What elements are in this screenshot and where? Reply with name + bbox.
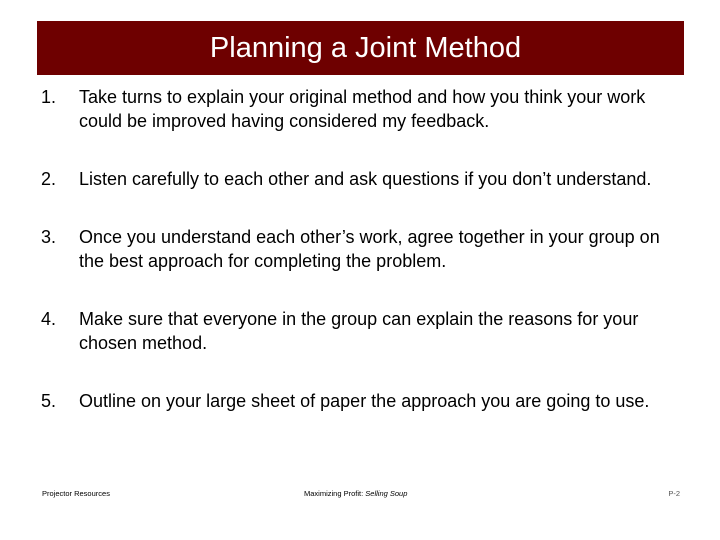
step-number: 4.: [41, 309, 57, 329]
list-item: [41, 225, 681, 273]
page-number: P-2: [668, 489, 680, 498]
step-number: 3.: [41, 227, 57, 247]
step-text: Take turns to explain your original method and how you think your work could be improved having considered my feedback.: [79, 87, 646, 131]
step-number: 1.: [41, 87, 57, 107]
step-text: Make sure that everyone in the group can explain the reasons for your chosen method.: [79, 309, 639, 353]
step-text: Listen carefully to each other and ask questions if you don’t understand.: [79, 169, 652, 189]
slide-title-bar: [37, 21, 684, 75]
footer-lesson-italic: Selling Soup: [365, 489, 408, 498]
step-text: Once you understand each other’s work, agree together in your group on the best approach for completing the problem.: [79, 227, 660, 271]
instruction-list: [41, 85, 681, 447]
footer-lesson-prefix: Maximizing Profit:: [304, 489, 366, 498]
step-text: Outline on your large sheet of paper the approach you are going to use.: [79, 391, 650, 411]
step-number: 2.: [41, 169, 57, 189]
list-item: [41, 389, 681, 413]
slide-title: Planning a Joint Method: [209, 31, 522, 64]
footer-lesson-title: [304, 489, 407, 499]
footer-source: Projector Resources: [42, 489, 110, 498]
list-item: [41, 307, 681, 355]
list-item: [41, 167, 681, 191]
list-item: [41, 85, 681, 133]
step-number: 5.: [41, 391, 57, 411]
